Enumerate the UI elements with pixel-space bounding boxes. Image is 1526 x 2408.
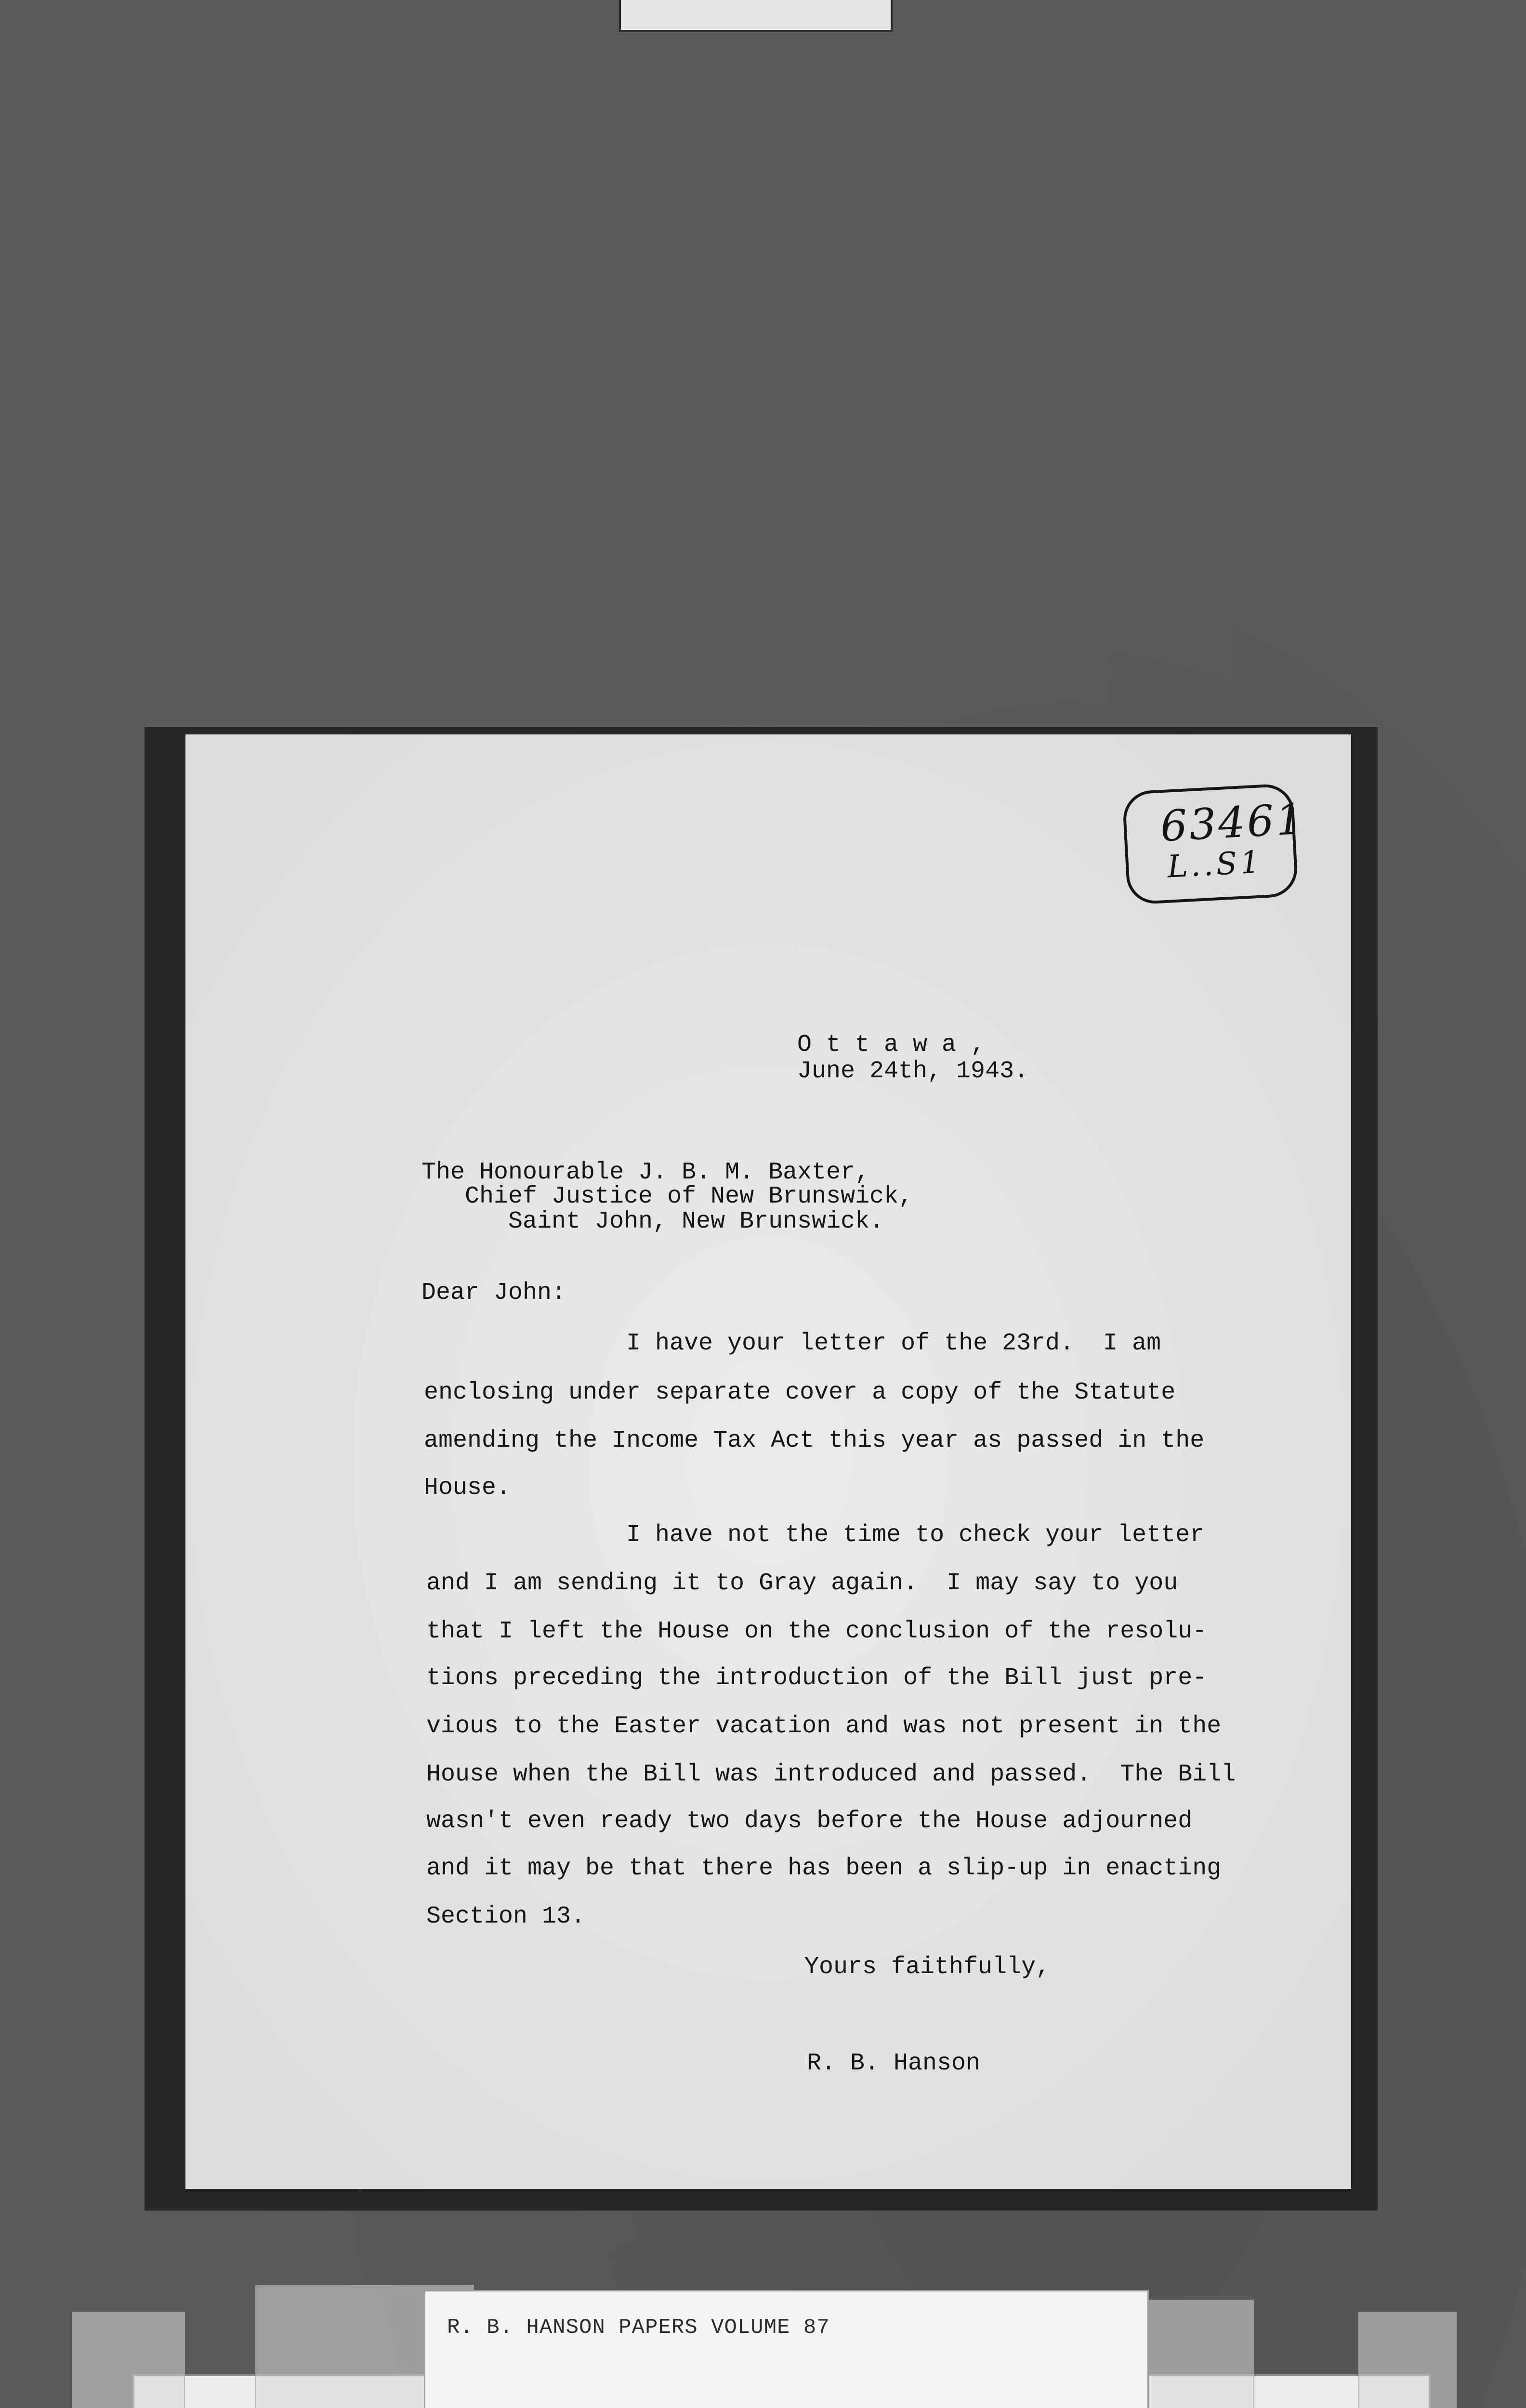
tape-left (72, 2312, 185, 2408)
collection-label (424, 2290, 1149, 2408)
paragraph2-line6: House when the Bill was introduced and passed. The Bill (426, 1761, 1236, 1788)
addressee-location: Saint John, New Brunswick. (508, 1208, 884, 1235)
archive-number-line1: 63461 (1159, 794, 1306, 851)
paragraph2-line2: and I am sending it to Gray again. I may say to you (426, 1570, 1178, 1597)
paragraph1-line1: I have your letter of the 23rd. I am (626, 1330, 1161, 1357)
salutation: Dear John: (421, 1279, 566, 1307)
paragraph1-line3: amending the Income Tax Act this year as passed in the (424, 1427, 1205, 1454)
dateline-date: June 24th, 1943. (797, 1058, 1029, 1085)
paragraph2-line9: Section 13. (426, 1903, 586, 1930)
tape-right (1358, 2312, 1457, 2408)
paragraph1-line4: House. (424, 1474, 511, 1502)
addressee-title: Chief Justice of New Brunswick, (465, 1183, 913, 1210)
paragraph2-line1: I have not the time to check your letter (626, 1521, 1205, 1549)
addressee-name: The Honourable J. B. M. Baxter, (421, 1159, 870, 1186)
archive-number-line2: L..S1 (1166, 844, 1263, 885)
closing: Yours faithfully, (804, 1953, 1051, 1981)
letter-sheet (185, 734, 1351, 2189)
paragraph2-line8: and it may be that there has been a slip-up in enacting (426, 1855, 1222, 1882)
collection-label-text: R. B. HANSON PAPERS VOLUME 87 (447, 2316, 830, 2340)
paragraph2-line5: vious to the Easter vacation and was not present in the (426, 1713, 1222, 1740)
archive-number-stamp (1122, 783, 1306, 905)
film-frame-tab (619, 0, 893, 32)
paragraph2-line4: tions preceding the introduction of the Bill just pre- (426, 1664, 1207, 1692)
paragraph2-line3: that I left the House on the conclusion of the resolu- (426, 1618, 1207, 1645)
paragraph1-line2: enclosing under separate cover a copy of the Statute (424, 1379, 1176, 1406)
dateline-place: O t t a w a , (797, 1031, 986, 1059)
signature: R. B. Hanson (807, 2050, 981, 2077)
paragraph2-line7: wasn't even ready two days before the House adjourned (426, 1807, 1193, 1835)
